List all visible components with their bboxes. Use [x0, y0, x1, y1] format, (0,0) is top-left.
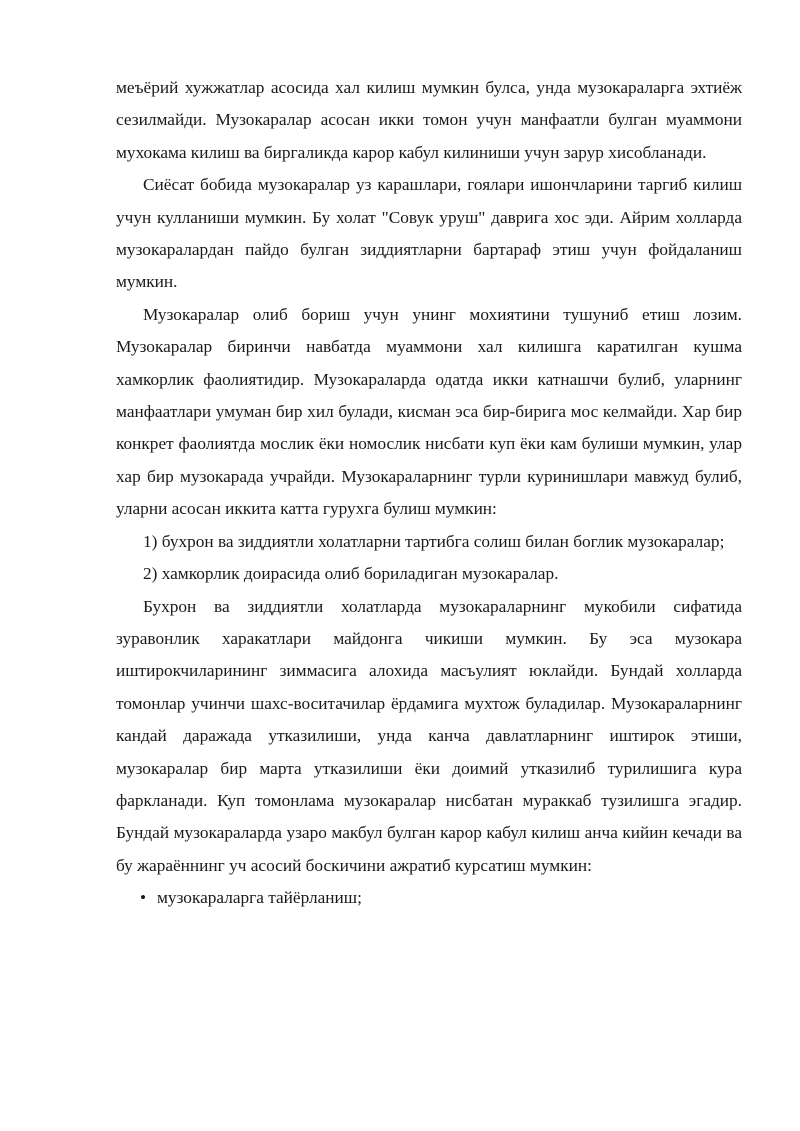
- numbered-item-2: 2) хамкорлик доирасида олиб бориладиган музокаралар.: [143, 564, 559, 584]
- bullet-list: [116, 882, 742, 914]
- document-page: [116, 72, 742, 915]
- paragraph-negotiation-essence: Музокаралар олиб бориш учун унинг мохиятини тушуниб етиш лозим. Музокаралар биринчи навбатда муаммони хал килишга каратилган кушма хамкорлик фаолиятидир. Музокараларда одатда икки катнашчи булиб, уларнинг манфаатлари умуман бир хил булади, кисман эса бир-бирига мос келмайди. Хар бир конкрет фаолиятда мослик ёки номослик нисбати куп ёки кам булиши мумкин, улар хар бир музокарада учрайди. Музокараларнинг турли куринишлари мавжуд булиб, уларни асосан иккита катта гурухга булиш мумкин:: [116, 304, 742, 519]
- paragraph-politics: Сиёсат бобида музокаралар уз карашлари, гоялари ишончларини таргиб килиш учун кулланиши мумкин. Бу холат "Совук уруш" даврига хос эди. Айрим холларда музокаралардан пайдо булган зиддиятларни бартараф этиш учун фойдаланиш мумкин.: [116, 175, 742, 292]
- list-item: [116, 882, 742, 914]
- paragraph-crisis-negotiations: Бухрон ва зиддиятли холатларда музокараларнинг мукобили сифатида зуравонлик харакатлари майдонга чикиши мумкин. Бу эса музокара иштирокчиларининг зиммасига алохида масъулият юклайди. Бундай холларда томонлар учинчи шахс-воситачилар ёрдамига мухтож буладилар. Музокараларнинг кандай даражада утказилиши, унда канча давлатларнинг иштирок этиши, музокаралар бир марта утказилиши ёки доимий утказилиб турилишига кура фаркланади. Куп томонлама музокаралар нисбатан мураккаб тузилишга эгадир. Бундай музокараларда узаро макбул булган карор кабул килиш анча кийин кечади ва бу жараённинг уч асосий боскичини ажратиб курсатиш мумкин:: [116, 596, 742, 875]
- numbered-item-1: 1) бухрон ва зиддиятли холатларни тартибга солиш билан боглик музокаралар;: [143, 531, 725, 551]
- paragraph-continuation: меъёрий хужжатлар асосида хал килиш мумкин булса, унда музокараларга эхтиёж сезилмайди. Музокаралар асосан икки томон учун манфаатли булган муаммони мухокама килиш ва биргаликда карор кабул килиниши учун зарур хисобланади.: [116, 78, 742, 162]
- bullet-icon: •: [140, 888, 147, 908]
- bullet-text: музокараларга тайёрланиш;: [157, 888, 362, 908]
